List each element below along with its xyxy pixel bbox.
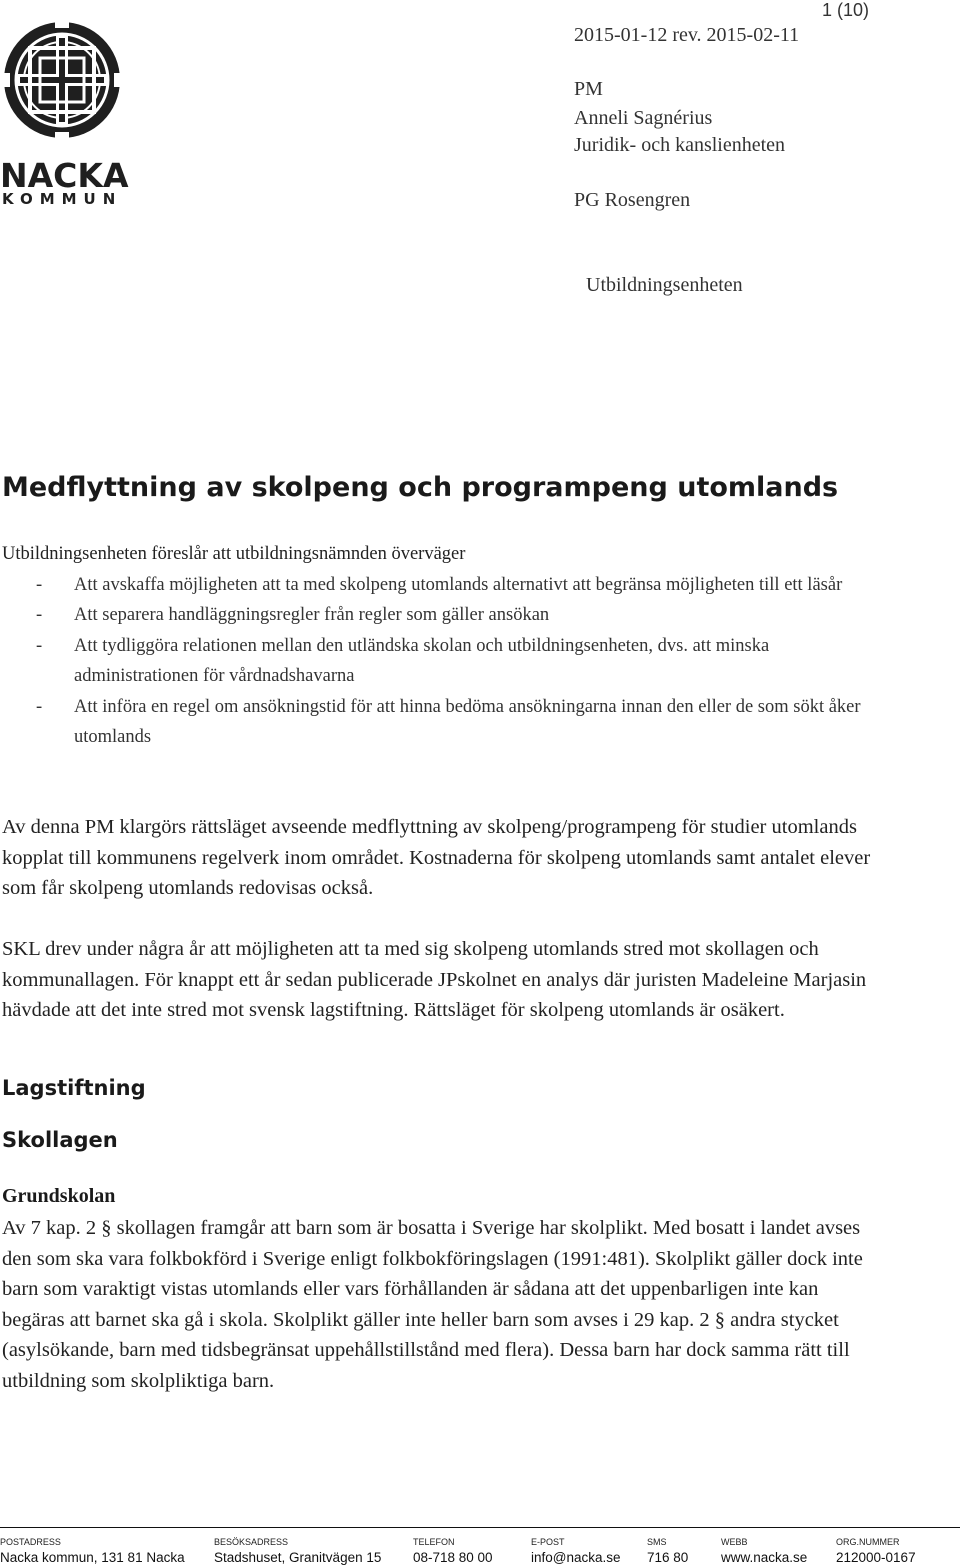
list-item: - Att avskaffa möjligheten att ta med skolpeng utomlands alternativt att begränsa möjligheten till ett läsår <box>36 575 843 595</box>
coauthor-unit: Utbildningsenheten <box>586 274 743 296</box>
list-item: - Att införa en regel om ansökningstid för att hinna bedöma ansökningarna innan den eller de som sökt åker utomlands <box>36 696 861 748</box>
footer-divider <box>0 1527 960 1528</box>
page-number: 1 (10) <box>822 0 870 20</box>
footer-visiting-address: BESÖKSADRESS Stadshuset, Granitvägen 15 <box>214 1537 382 1565</box>
footer-email: E-POST info@nacka.se <box>531 1537 621 1565</box>
logo-name: NACKA <box>0 156 129 195</box>
footer-web: WEBB www.nacka.se <box>721 1537 808 1565</box>
list-item: - Att tydliggöra relationen mellan den utländska skolan och utbildningsenheten, dvs. att minska administrationen för vårdnadshavarna <box>36 635 770 687</box>
logo-subname: KOMMUN <box>2 190 123 208</box>
coauthor-name: PG Rosengren <box>574 189 691 211</box>
footer-postal-address: POSTADRESS Nacka kommun, 131 81 Nacka <box>0 1537 185 1565</box>
nacka-emblem-icon <box>0 18 124 142</box>
list-item: - Att separera handläggningsregler från regler som gäller ansökan <box>36 605 550 626</box>
document-title: Medflyttning av skolpeng och programpeng utomlands <box>2 472 839 503</box>
paragraph: Av 7 kap. 2 § skollagen framgår att barn som är bosatta i Sverige har skolplikt. Med bosatt i landet avses den som ska vara folkbokförd i Sverige enligt folkbokföringslagen (1991:481). Skolplikt gäller dock inte barn som varaktigt vistas utomlands eller vars förhållanden är sådana att det uppenbarligen inte kan begäras att barnet ska gå i skola. Skolplikt gäller inte heller barn som avses i 29 kap. 2 § andra stycket (asylsökande, barn med tidsbegränsat uppehållstillstånd med flera). Dessa barn har dock samma rätt till utbildning som skolpliktiga barn. <box>2 1217 863 1392</box>
author-name: Anneli Sagnérius <box>574 107 713 129</box>
nacka-kommun-logo <box>0 18 129 208</box>
author-unit: Juridik- och kanslienheten <box>574 134 786 156</box>
document-type: PM <box>574 78 603 100</box>
section-heading: Lagstiftning <box>2 1076 146 1100</box>
footer-org-number: ORG.NUMMER 212000-0167 <box>836 1537 916 1565</box>
paragraph: Av denna PM klargörs rättsläget avseende medflyttning av skolpeng/programpeng för studier utomlands kopplat till kommunens regelverk inom området. Kostnaderna för skolpeng utomlands samt antalet elever som får skolpeng utomlands redovisas också. <box>2 816 871 899</box>
proposal-list <box>2 570 882 752</box>
section-heading: Skollagen <box>2 1128 118 1152</box>
subsection-heading: Grundskolan <box>2 1185 116 1207</box>
footer-phone: TELEFON 08-718 80 00 <box>413 1537 493 1565</box>
footer-sms: SMS 716 80 <box>647 1537 689 1565</box>
paragraph: SKL drev under några år att möjligheten att ta med sig skolpeng utomlands stred mot skollagen och kommunallagen. För knappt ett år sedan publicerade JPskolnet en analys där juristen Madeleine Marjasin hävdade att det inte stred mot svensk lagstiftning. Rättsläget för skolpeng utomlands är osäkert. <box>2 938 867 1021</box>
intro-text: Utbildningsenheten föreslår att utbildningsnämnden överväger <box>2 544 466 564</box>
document-date: 2015-01-12 rev. 2015-02-11 <box>574 24 800 46</box>
